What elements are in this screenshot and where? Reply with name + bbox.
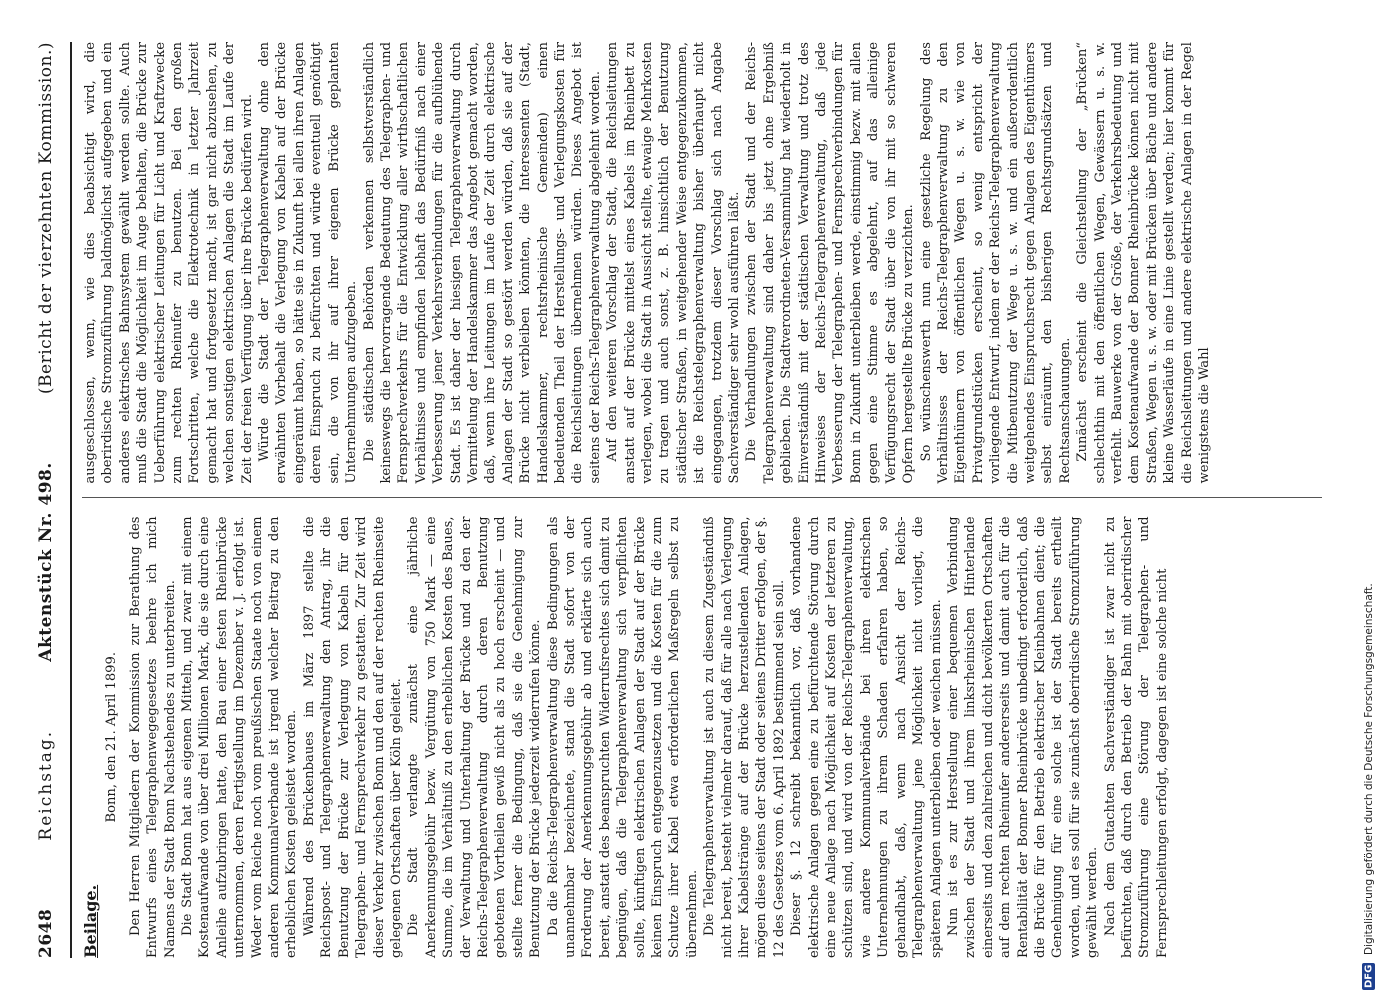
right-column	[82, 42, 1322, 499]
paragraph: Nun ist es zur Herstellung einer bequemen Verbindung zwischen der Stadt und ihrem linksrheinischen Hinterlande einerseits und den zahlreichen und dicht bevölkerten Ortschaften auf dem rechten Rheinufer andererseits und damit auch für die Rentabilität der Bonner Rheinbrücke unbedingt erforderlich, daß die Brücke für den Betrieb elektrischer Kleinbahnen dient; die Genehmigung für eine solche ist der Stadt bereits ertheilt worden, und es soll für sie zunächst oberirdische Stromzuführung gewählt werden.	[945, 516, 1101, 958]
running-header	[36, 42, 72, 958]
paragraph: Die Verhandlungen zwischen der Stadt und der Reichs-Telegraphenverwaltung sind daher bis jetzt ohne Ergebniß geblieben. Die Stadtverordneten-Versammlung hat wiederholt in Einverständniß mit der städtischen Verwaltung und trotz des Hinweises der Reichs-Telegraphenverwaltung, daß jede Verbesserung der Telegraphen- und Fernsprechverbindungen für Bonn in Zukunft unterbleiben werde, einstimmig bezw. mit allen gegen eine Stimme es abgelehnt, auf das alleinige Verfügungsrecht der Stadt über die von ihr mit so schweren Opfern hergestellte Brücke zu verzichten.	[744, 42, 917, 484]
paragraph: Während des Brückenbaues im März 1897 stellte die Reichspost- und Telegraphenverwaltung den Antrag, ihr die Benutzung der Brücke zur Verlegung von Kabeln für den Telegraphen- und Fernsprechverkehr zu gestatten. Zur Zeit wird dieser Verkehr zwischen Bonn und den auf der rechten Rheinseite gelegenen Ortschaften über Köln geleitet.	[301, 516, 404, 958]
paragraph: Die Stadt verlangte zunächst eine jährliche Anerkennungsgebühr bezw. Vergütung von 750 Mark — eine Summe, die im Verhältniß zu den erheblichen Kosten des Baues, der Verwaltung und Unterhaltung der Brücke und zu den der Reichs-Telegraphenverwaltung durch deren Benutzung gebotenen Vortheilen gewiß nicht als zu hoch erscheint — und stellte ferner die Bedingung, daß sie die Genehmigung zur Benutzung der Brücke jederzeit widerrufen könne.	[406, 516, 544, 958]
paragraph: Würde die Stadt der Telegraphenverwaltung ohne den erwähnten Vorbehalt die Verlegung von Kabeln auf der Brücke eingeräumt haben, so hätte sie in Zukunft bei allen ihren Anlagen deren Einspruch zu befürchten und würde eventuell genöthigt sein, die von ihr auf ihrer eigenen Brücke geplanten Unternehmungen aufzugeben.	[257, 42, 360, 484]
header-left: Reichstag.	[36, 729, 56, 841]
paragraph: Dieser §. 12 schreibt bekanntlich vor, daß vorhandene elektrische Anlagen gegen eine zu befürchtende Störung durch eine neue Anlage nach Möglichkeit auf Kosten der letzteren zu schützen sind, und wird von der Reichs-Telegraphenverwaltung, wie andere Kommunalverbände bei ihren elektrischen Unternehmungen zu ihrem Schaden erfahren haben, so gehandhabt, daß, wenn nach Ansicht der Reichs-Telegraphenverwaltung jene Möglichkeit nicht vorliegt, die späteren Anlagen unterbleiben oder weichen müssen.	[789, 516, 944, 958]
paragraph: ausgeschlossen, wenn, wie dies beabsichtigt wird, die oberirdische Stromzuführung baldmöglichst aufgegeben und ein anderes elektrisches Bahnsystem gewählt werden sollte. Auch muß die Stadt die Möglichkeit im Auge behalten, die Brücke zur Ueberführung elektrischer Leitungen für Licht und Kraftzwecke zum rechten Rheinufer zu benutzen. Bei den großen Fortschritten, welche die Elektrotechnik in letzter Jahrzeit gemacht hat und fortgesetzt macht, ist gar nicht abzusehen, zu welchen sonstigen elektrischen Anlagen die Stadt im Laufe der Zeit der freien Verfügung über ihre Brücke bedürfen wird.	[83, 42, 255, 484]
text-columns	[82, 42, 1322, 958]
paragraph: Die städtischen Behörden verkennen selbstverständlich keineswegs die hervorragende Bedeutung des Telegraphen- und Fernsprechverkehrs für die Entwicklung aller wirthschaftlichen Verhältnisse und empfinden lebhaft das Bedürfniß nach einer Verbesserung jener Verkehrsverbindungen für die aufblühende Stadt. Es ist daher der hiesigen Telegraphenverwaltung durch Vermittelung der Handelskammer das Angebot gemacht worden, daß, wenn ihre Leitungen im Laufe der Zeit durch elektrische Anlagen der Stadt so gestört werden würden, daß sie auf der Brücke nicht verbleiben könnten, die Interessenten (Stadt, Handelskammer, rechtsrheinische Gemeinden) einen bedeutenden Theil der Herstellungs- und Verlegungskosten für die Reichsleitungen übernehmen würden. Dieses Angebot ist seitens der Reichs-Telegraphenverwaltung abgelehnt worden.	[361, 42, 603, 484]
paragraph: Auf den weiteren Vorschlag der Stadt, die Reichsleitungen anstatt auf der Brücke mittelst eines Kabels im Rheinbett zu verlegen, wobei die Stadt in Aussicht stellte, etwaige Mehrkosten zu tragen und auch sonst, z. B. hinsichtlich der Benutzung städtischer Straßen, in weitgehender Weise entgegenzukommen, ist die Reichstelegraphenverwaltung bisher überhaupt nicht eingegangen, trotzdem dieser Vorschlag sich nach Angabe Sachverständiger sehr wohl ausführen läßt.	[605, 42, 743, 484]
paragraph: Da die Reichs-Telegraphenverwaltung diese Bedingungen als unannehmbar bezeichnete, stand die Stadt sofort von der Forderung der Anerkennungsgebühr ab und erklärte sich auch bereit, anstatt des beanspruchten Widerrufsrechtes sich damit zu begnügen, daß die Telegraphenverwaltung sich verpflichten sollte, künftigen elektrischen Anlagen der Stadt auf der Brücke keinen Einspruch entgegenzusetzen und die Kosten für die zum Schutze ihrer Kabel etwa erforderlichen Maßregeln selbst zu übernehmen.	[545, 516, 700, 958]
paragraph: Die Telegraphenverwaltung ist auch zu diesem Zugeständniß nicht bereit, besteht vielmehr darauf, daß für alle nach Verlegung ihrer Kabelstränge auf der Brücke herzustellenden Anlagen, mögen diese seitens der Stadt oder seitens Dritter erfolgen, der §. 12 des Gesetzes vom 6. April 1892 bestimmend sein soll.	[702, 516, 787, 958]
digitization-credit	[1361, 10, 1377, 990]
dateline: Bonn, den 21. April 1899.	[104, 651, 120, 823]
header-right: (Bericht der vierzehnten Kommission.)	[36, 42, 56, 395]
paragraph: Die Stadt Bonn hat aus eigenen Mitteln, und zwar mit einem Kostenaufwande von über drei Millionen Mark, die sie durch eine Anleihe aufzubringen hatte, den Bau einer festen Rheinbrücke unternommen, deren Fertigstellung im Dezember v. J. erfolgt ist. Weder vom Reiche noch vom preußischen Staate noch von einem anderen Kommunalverbande ist irgend welcher Beitrag zu den erheblichen Kosten geleistet worden.	[180, 516, 300, 958]
left-column	[82, 517, 1322, 959]
document-page	[22, 20, 1332, 980]
paragraph: Zunächst erscheint die Gleichstellung der „Brücken“ schlechthin mit den öffentlichen Wegen, Gewässern u. s. w. verfehlt. Bauwerke von der Größe, der Verkehrsbedeutung und dem Kostenaufwande der Bonner Rheinbrücke können nicht mit Straßen, Wegen u. s. w. oder mit Brücken über Bäche und andere kleine Wasserläufe in eine Linie gestellt werden; hier kommt für die Reichsleitungen und andere elektrische Anlagen in der Regel wenigstens die Wahl	[1075, 42, 1212, 484]
dfg-logo: DFG	[1363, 964, 1375, 988]
section-heading: Beilage.	[81, 884, 100, 958]
paragraph: Den Herren Mitgliedern der Kommission zur Berathung des Entwurfs eines Telegraphenwegegesetzes beehre ich mich Namens der Stadt Bonn Nachstehendes zu unterbreiten.	[127, 516, 178, 958]
page-number: 2648	[36, 908, 56, 958]
digitization-credit-text: Digitalisierung gefördert durch die Deutsche Forschungsgemeinschaft.	[1363, 582, 1375, 955]
paragraph: So wünschenswerth nun eine gesetzliche Regelung des Verhältnisses der Reichs-Telegraphenverwaltung zu den Eigenthümern von öffentlichen Wegen u. s. w. wie von Privatgrundstücken erscheint, so wenig entspricht der vorliegende Entwurf, indem er der Reichs-Telegraphenverwaltung die Mitbenutzung der Wege u. s. w. und ein außerordentlich weitgehendes Einspruchsrecht gegen Anlagen des Eigenthümers selbst einräumt, den bisherigen Rechtsgrundsätzen und Rechtsanschauungen.	[918, 42, 1073, 484]
paragraph: Nach dem Gutachten Sachverständiger ist zwar nicht zu befürchten, daß durch den Betrieb der Bahn mit oberirdischer Stromzuführung eine Störung der Telegraphen- und Fernsprechleitungen erfolgt, dagegen ist eine solche nicht	[1102, 516, 1170, 958]
header-center: Aktenstück Nr. 498.	[36, 462, 56, 662]
